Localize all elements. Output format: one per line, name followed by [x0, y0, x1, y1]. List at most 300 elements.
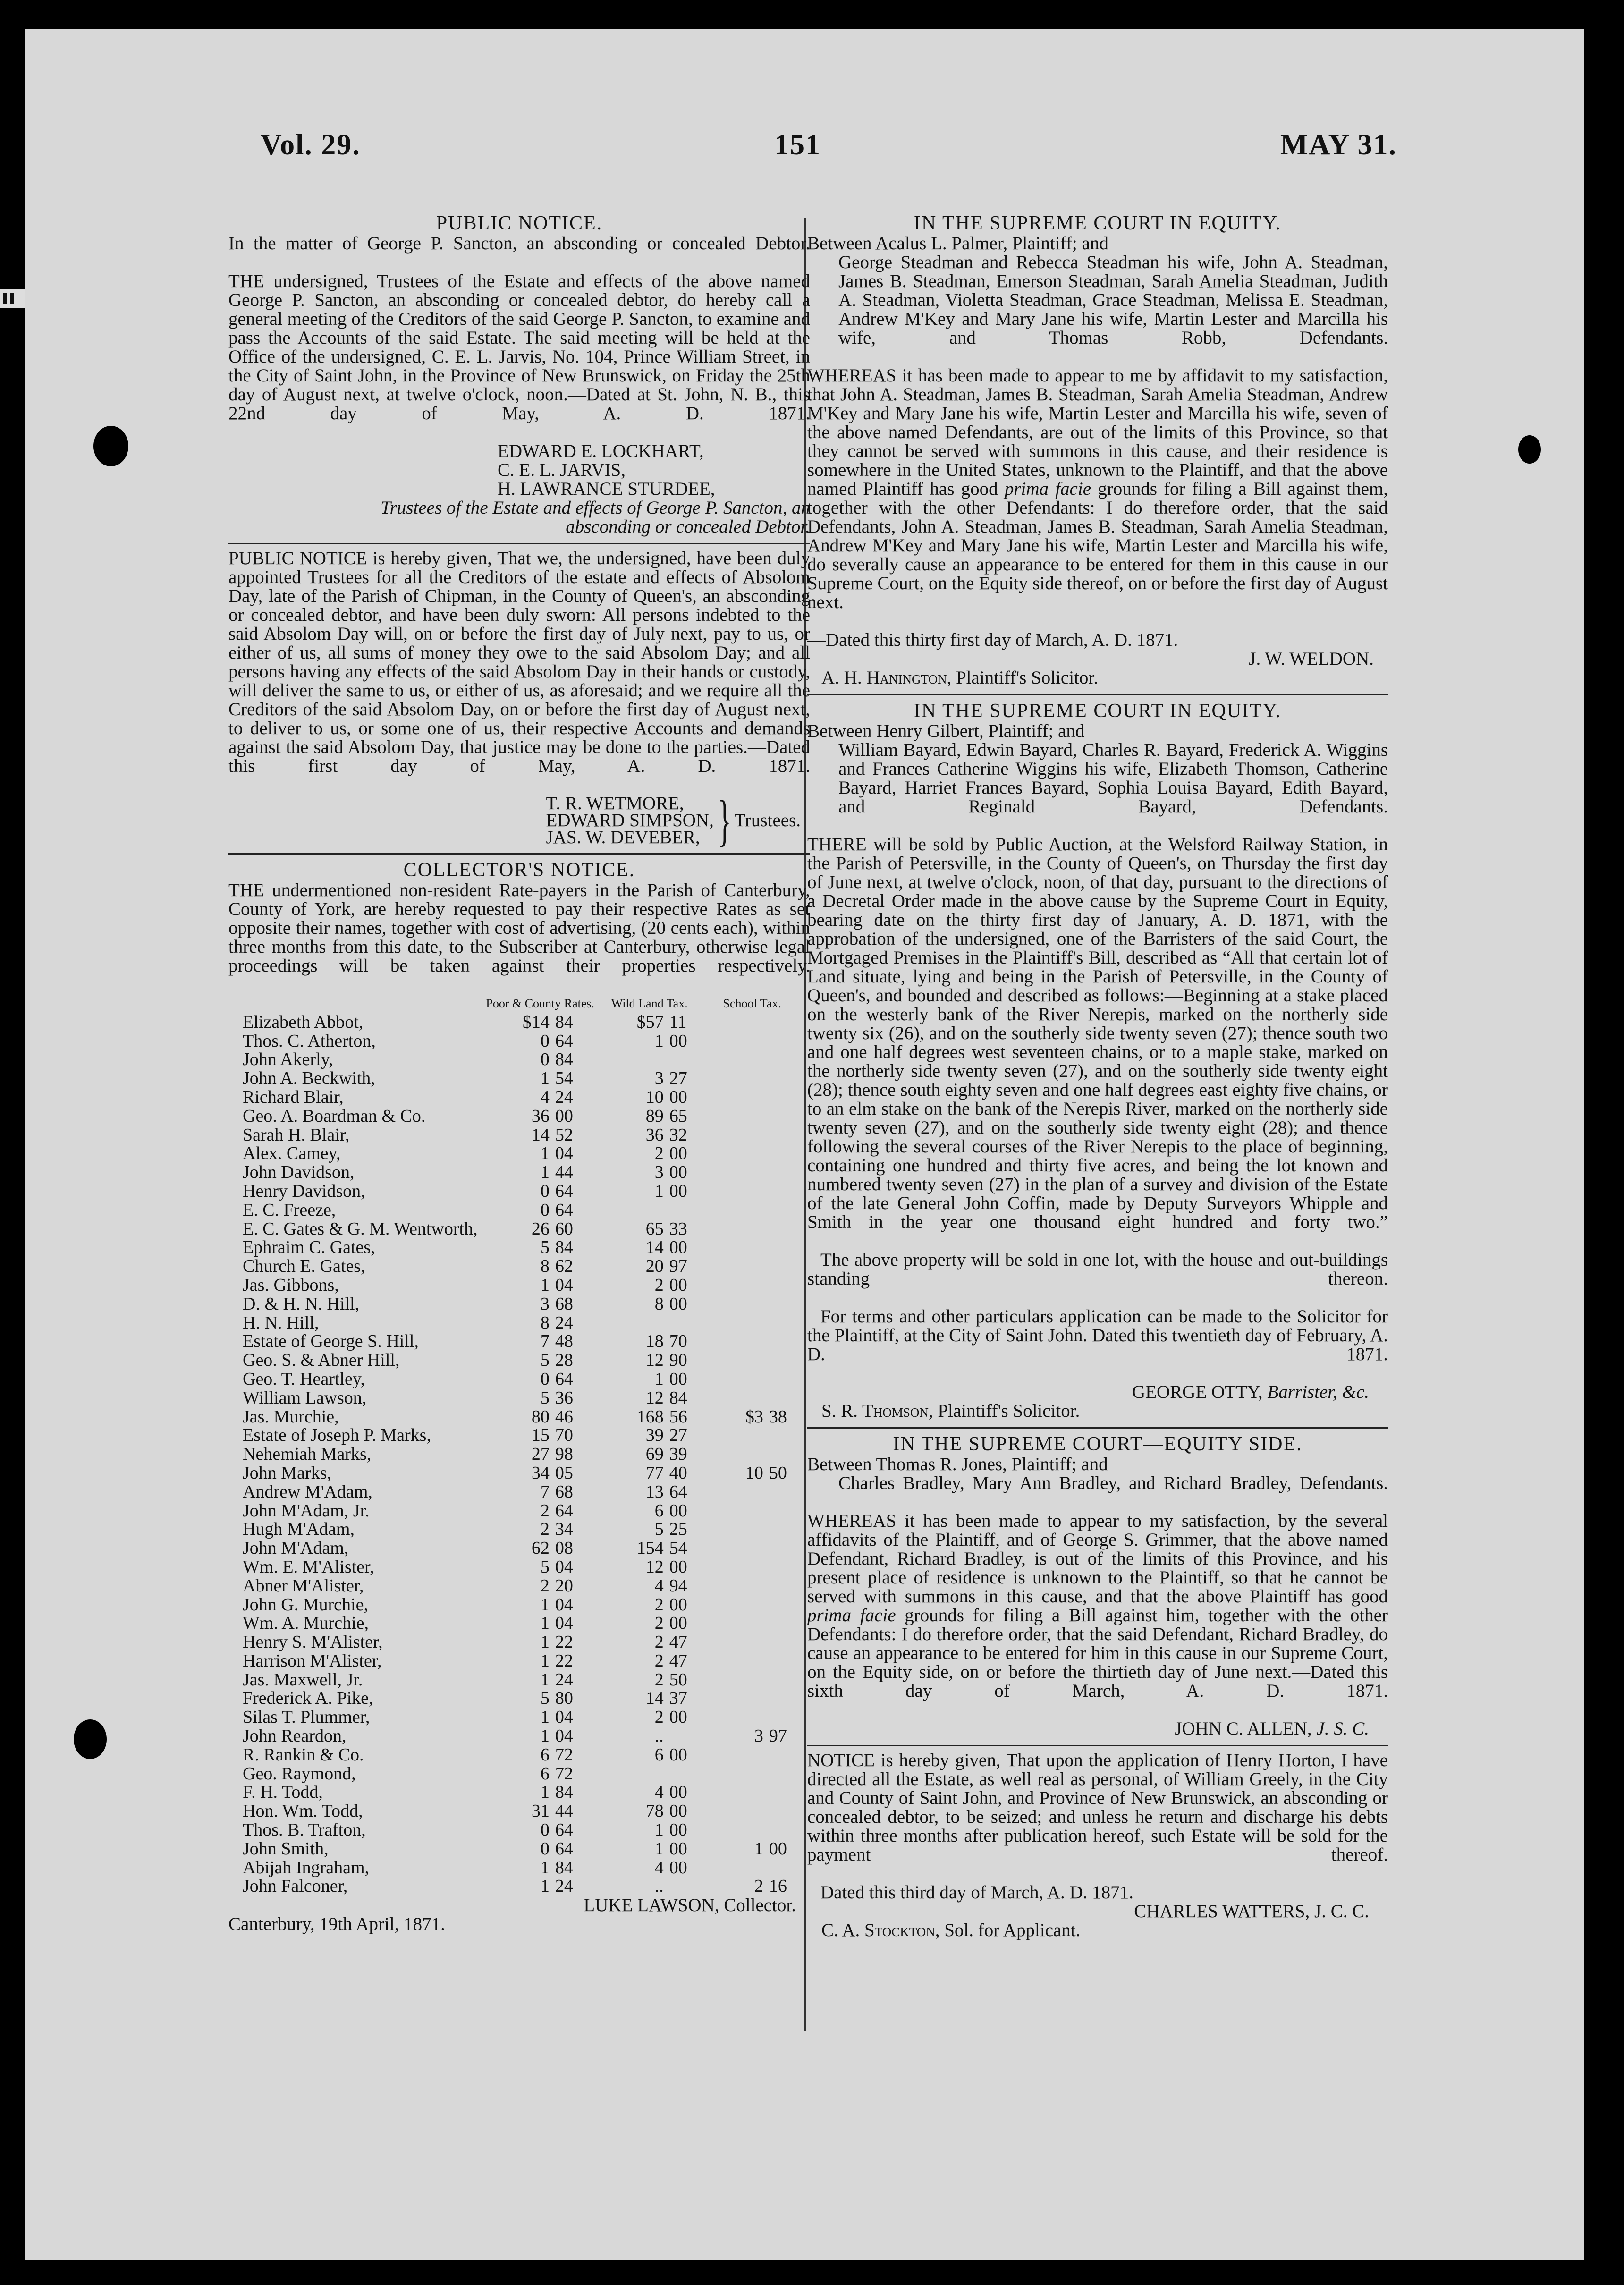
equity-notice-palmer: [807, 212, 1388, 687]
rate-amount: [704, 1502, 763, 1521]
rate-amount: 8: [540, 1256, 550, 1277]
solicitor-name: S. R. Thomson,: [821, 1401, 933, 1421]
rate-amount: 5: [540, 1388, 550, 1408]
rate-amount: 84: [555, 1237, 573, 1258]
rate-amount: 26: [531, 1219, 550, 1239]
rate-amount: [763, 1483, 800, 1502]
rate-amount: 5: [654, 1519, 664, 1540]
rate-amount: [763, 1802, 800, 1821]
rate-amount: 72: [555, 1763, 573, 1784]
table-row: [243, 1220, 800, 1239]
rate-amount: 44: [555, 1162, 573, 1183]
page-edge-mark: [0, 289, 25, 308]
column-header: School Tax.: [723, 997, 781, 1010]
rate-amount: 25: [669, 1519, 687, 1540]
ratepayer-name: John Reardon,: [243, 1726, 347, 1746]
rate-amount: 50: [769, 1463, 787, 1483]
table-row: [243, 1483, 800, 1502]
rate-amount: [594, 1201, 664, 1220]
rate-amount: 64: [555, 1031, 573, 1051]
rate-amount: [594, 1050, 664, 1069]
rate-amount: 1: [654, 1369, 664, 1389]
defendants-list: William Bayard, Edwin Bayard, Charles R. Bayard, Frederick A. Wiggins and Frances Catherine Wiggins his wife, Elizabeth Thomson, Catherine Bayard, Harriet Frances Bayard, Sophia Louisa Bayard, Edith Bayard, and Reginald Bayard, Defendants.: [838, 740, 1388, 817]
rate-amount: ..: [654, 1876, 664, 1896]
ratepayer-name: Geo. T. Heartley,: [243, 1369, 365, 1389]
ratepayer-name: John Akerly,: [243, 1049, 333, 1070]
table-row: [243, 1765, 800, 1784]
ratepayer-name: Geo. S. & Abner Hill,: [243, 1350, 400, 1371]
rate-amount: 04: [555, 1707, 573, 1727]
rate-amount: 2: [654, 1143, 664, 1164]
rate-amount: 84: [555, 1012, 573, 1032]
rate-amount: [664, 1877, 705, 1896]
rate-amount: 1: [654, 1181, 664, 1201]
section-rule: [807, 1745, 1388, 1746]
barrister-signature: [807, 1383, 1388, 1402]
rate-amount: 7: [540, 1331, 550, 1352]
page-number: 151: [774, 129, 821, 161]
section-rule: [807, 1427, 1388, 1429]
table-row: [243, 1633, 800, 1652]
rate-amount: 10: [645, 1087, 664, 1107]
rate-amount: [704, 1182, 763, 1201]
rate-amount: 1: [540, 1143, 550, 1164]
table-row: [243, 1426, 800, 1445]
rate-amount: 70: [555, 1425, 573, 1446]
ratepayer-name: Hon. Wm. Todd,: [243, 1801, 363, 1821]
rate-amount: 12: [645, 1557, 664, 1577]
notice-title: IN THE SUPREME COURT IN EQUITY.: [914, 212, 1282, 234]
rate-amount: [664, 1050, 705, 1069]
notice-matter: In the matter of George P. Sancton, an absconding or concealed Debtor.: [228, 233, 810, 254]
rate-amount: 64: [555, 1838, 573, 1859]
rate-amount: 0: [540, 1031, 550, 1051]
rate-amount: 47: [669, 1650, 687, 1671]
rate-amount: 48: [555, 1331, 573, 1352]
rate-amount: 2: [654, 1707, 664, 1727]
rate-amount: 22: [555, 1650, 573, 1671]
ratepayer-name: E. C. Gates & G. M. Wentworth,: [243, 1219, 478, 1239]
rate-amount: [763, 1370, 800, 1389]
notice-title: IN THE SUPREME COURT IN EQUITY.: [914, 700, 1282, 722]
rate-amount: 97: [769, 1726, 787, 1746]
rate-amount: 14: [645, 1237, 664, 1258]
rate-amount: 64: [555, 1369, 573, 1389]
table-row: [243, 1445, 800, 1464]
rate-amount: 64: [555, 1500, 573, 1521]
ratepayer-name: R. Rankin & Co.: [243, 1744, 364, 1765]
notice-body: PUBLIC NOTICE is hereby given, That we, the undersigned, have been duly appointed Trustees for all the Creditors of the estate and effects of Absolom Day, late of the Parish of Chipman, in the County of Queen's, an absconding or concealed debtor, and have been duly sworn: All persons indebted to the said Absolom Day will, on or before the first day of July next, pay to us, or either of us, all sums of money they owe to the said Absolom Day; and all persons having any effects of the said Absolom Day in their hands or custody, will deliver the same to us, or either of us, as aforesaid; and we require all the Creditors of the said Absolom Day, on or before the first day of August next, to deliver to us, or some one of us, their respective Accounts and demands against the said Absolom Day, that justice may be done to the parties.—Dated this first day of May, A. D. 1871.: [228, 548, 810, 776]
issue-date: MAY 31.: [1280, 129, 1397, 161]
rate-amount: 2: [754, 1876, 763, 1896]
rate-amount: 00: [669, 1707, 687, 1727]
rate-amount: 54: [555, 1068, 573, 1089]
rate-amount: 1: [540, 1707, 550, 1727]
rate-amount: 62: [555, 1256, 573, 1277]
rate-amount: [763, 1671, 800, 1690]
rate-amount: 80: [555, 1688, 573, 1709]
rates-table: [243, 994, 800, 1896]
rate-amount: $14: [522, 1012, 550, 1032]
rate-amount: 00: [669, 1857, 687, 1878]
dateline: Dated this third day of March, A. D. 1871.: [820, 1882, 1133, 1903]
signatory: JOHN C. ALLEN,: [1175, 1718, 1312, 1739]
table-row: [243, 1652, 800, 1671]
rate-amount: [763, 1708, 800, 1727]
rate-amount: 00: [669, 1744, 687, 1765]
rate-amount: 2: [540, 1500, 550, 1521]
notice-body: THERE will be sold by Public Auction, at the Welsford Railway Station, in the Parish of Petersville, in the County of Queen's, on Thursday the first day of June next, at twelve o'clock, noon, of that day, pursuant to the directions of a Decretal Order made in the above cause by the Supreme Court in Equity, bearing date on the thirty first day of January, A. D. 1871, with the approbation of the undersigned, one of the Barristers of the said Court, the Mortgaged Premises in the Plaintiff's Bill, described as “All that certain lot of Land situate, lying and being in the Parish of Petersville, in the County of Queen's, and bounded and described as follows:—Beginning at a stake placed on the westerly bank of the River Nerepis, marked on the northerly side twenty six (26), and on the southerly side twenty seven (27); thence south two and one half degrees west seventeen chains, or to a maple stake, marked on the northerly side twenty seven (27), and on the southerly side twenty eight (28); thence south eighty seven and one half degrees east eighty five chains, or to an elm stake on the bank of the Nerepis River, marked on the northerly side twenty seven (27), and on the southerly side twenty eight (28); and thence following the several courses of the River Nerepis to the place of beginning, containing one hundred and thirty five acres, and being the lot known and numbered twenty seven (27) in the plan of a survey and division of the Estate of the late General John Coffin, made by Deputy Surveyors Whipple and Smith in the year one thousand eight hundred and forty two.”: [807, 834, 1388, 1232]
rate-amount: 00: [669, 1801, 687, 1821]
rate-amount: 27: [669, 1068, 687, 1089]
rate-amount: [704, 1389, 763, 1408]
rate-amount: 89: [645, 1106, 664, 1126]
rate-amount: 168: [636, 1406, 664, 1427]
rate-amount: 00: [669, 1557, 687, 1577]
table-row: [243, 1877, 800, 1896]
rate-amount: [763, 1013, 800, 1032]
rate-amount: [704, 1821, 763, 1840]
rate-amount: 16: [769, 1876, 787, 1896]
rate-amount: 4: [540, 1087, 550, 1107]
rate-amount: 22: [555, 1632, 573, 1652]
table-row: [243, 1708, 800, 1727]
rate-amount: 1: [654, 1031, 664, 1051]
rate-amount: 0: [540, 1200, 550, 1220]
rate-amount: 154: [636, 1538, 664, 1558]
rate-amount: 62: [531, 1538, 550, 1558]
table-row: [243, 1314, 800, 1333]
ratepayer-name: Henry S. M'Alister,: [243, 1632, 383, 1652]
defendants-list: Charles Bradley, Mary Ann Bradley, and Richard Bradley, Defendants.: [838, 1473, 1388, 1493]
rate-amount: 34: [555, 1519, 573, 1540]
between-line: Between Thomas R. Jones, Plaintiff; and: [807, 1454, 1108, 1474]
rate-amount: 04: [555, 1275, 573, 1295]
ratepayer-name: Jas. Gibbons,: [243, 1275, 339, 1295]
table-row: [243, 1163, 800, 1182]
rate-amount: 24: [555, 1876, 573, 1896]
rate-amount: [704, 1765, 763, 1784]
notice-body: THE undermentioned non-resident Rate-payers in the Parish of Canterbury, County of York, are hereby requested to pay their respective Rates as set opposite their names, together with cost of advertising, (20 cents each), within three months from this date, to the Subscriber at Canterbury, otherwise legal proceedings will be taken against their properties respectively.: [228, 880, 810, 976]
rate-amount: [763, 1596, 800, 1615]
rate-amount: 1: [540, 1726, 550, 1746]
ratepayer-name: Frederick A. Pike,: [243, 1688, 373, 1709]
table-row: [243, 1295, 800, 1314]
public-notice-sancton: [228, 212, 810, 536]
rate-amount: 6: [654, 1744, 664, 1765]
table-row: [243, 1201, 800, 1220]
between-line: Between Acalus L. Palmer, Plaintiff; and: [807, 233, 1108, 254]
rate-amount: 04: [555, 1557, 573, 1577]
rate-amount: [763, 1107, 800, 1126]
rate-amount: 68: [555, 1481, 573, 1502]
signatory-role: Barrister, &c.: [1267, 1382, 1369, 1402]
rate-amount: [704, 1370, 763, 1389]
rate-amount: 24: [555, 1087, 573, 1107]
rate-amount: 00: [669, 1181, 687, 1201]
table-row: [243, 1351, 800, 1370]
rate-amount: [704, 1802, 763, 1821]
rate-amount: [763, 1426, 800, 1445]
notice-title: IN THE SUPREME COURT—EQUITY SIDE.: [893, 1433, 1303, 1455]
rate-amount: 1: [540, 1782, 550, 1803]
signatory-role: Trustees of the Estate and effects of George P. Sancton, an absconding or concealed Debtor.: [381, 498, 810, 537]
signatory-role: J. S. C.: [1316, 1718, 1369, 1739]
rate-amount: 1: [654, 1838, 664, 1859]
table-row: [243, 1840, 800, 1859]
ratepayer-name: D. & H. N. Hill,: [243, 1294, 359, 1314]
table-row: [243, 1126, 800, 1145]
rate-amount: 78: [645, 1801, 664, 1821]
rate-amount: [763, 1389, 800, 1408]
rate-amount: [763, 1032, 800, 1051]
rate-amount: 94: [669, 1575, 687, 1596]
table-row: [243, 1746, 800, 1765]
rate-amount: 37: [669, 1688, 687, 1709]
table-row: [243, 1257, 800, 1276]
rate-amount: 27: [669, 1425, 687, 1446]
rate-amount: 31: [531, 1801, 550, 1821]
rate-amount: 14: [531, 1125, 550, 1145]
rate-amount: [704, 1238, 763, 1257]
rate-amount: [763, 1201, 800, 1220]
table-row: [243, 1859, 800, 1878]
solicitor-role: Plaintiff's Solicitor.: [956, 668, 1098, 688]
rate-amount: $3: [745, 1406, 763, 1427]
rate-amount: 2: [654, 1275, 664, 1295]
notice-greely: [807, 1751, 1388, 1940]
rate-amount: 2: [654, 1669, 664, 1690]
rate-amount: 20: [555, 1575, 573, 1596]
rate-amount: 90: [669, 1350, 687, 1371]
rate-amount: 4: [654, 1782, 664, 1803]
ratepayer-name: Estate of Joseph P. Marks,: [243, 1425, 431, 1446]
table-row: [243, 1783, 800, 1802]
rate-amount: 27: [531, 1444, 550, 1464]
rate-amount: 1: [540, 1876, 550, 1896]
rate-amount: [763, 1126, 800, 1145]
notice-body: [807, 1512, 1388, 1719]
table-row: [243, 1389, 800, 1408]
rate-amount: 04: [555, 1143, 573, 1164]
rate-amount: [763, 1332, 800, 1351]
table-row: [243, 1276, 800, 1295]
rate-amount: 13: [645, 1481, 664, 1502]
rate-amount: [704, 1295, 763, 1314]
ratepayer-name: Church E. Gates,: [243, 1256, 365, 1277]
punch-hole-bottom: [74, 1719, 107, 1759]
between-line: Between Henry Gilbert, Plaintiff; and: [807, 721, 1085, 741]
table-row: [243, 1577, 800, 1596]
rate-amount: 00: [555, 1106, 573, 1126]
ratepayer-name: Sarah H. Blair,: [243, 1125, 350, 1145]
rate-amount: [763, 1445, 800, 1464]
rate-amount: [763, 1633, 800, 1652]
rate-amount: [704, 1032, 763, 1051]
rate-amount: 5: [540, 1237, 550, 1258]
ratepayer-name: Jas. Murchie,: [243, 1406, 339, 1427]
rate-amount: 00: [669, 1031, 687, 1051]
rate-amount: 54: [669, 1538, 687, 1558]
solicitor-name: A. H. Hanington,: [821, 668, 952, 688]
rate-amount: [704, 1520, 763, 1539]
rate-amount: 52: [555, 1125, 573, 1145]
punch-hole-right: [1518, 435, 1541, 464]
table-row: [243, 1596, 800, 1615]
rate-amount: 2: [654, 1613, 664, 1633]
table-row: [243, 1520, 800, 1539]
rate-amount: [704, 1257, 763, 1276]
signatory: JAS. W. DEVEBER,: [546, 827, 700, 847]
rate-amount: 00: [669, 1594, 687, 1615]
rate-amount: 1: [540, 1613, 550, 1633]
rate-amount: 47: [669, 1632, 687, 1652]
rate-amount: [763, 1502, 800, 1521]
rate-amount: [763, 1220, 800, 1239]
rate-amount: [704, 1783, 763, 1802]
body-italic: prima facie: [1004, 479, 1091, 499]
rate-amount: [704, 1859, 763, 1878]
ratepayer-name: Henry Davidson,: [243, 1181, 365, 1201]
brace: }: [718, 789, 732, 852]
solicitor-line: [807, 1402, 1388, 1421]
rate-amount: 38: [769, 1406, 787, 1427]
rate-amount: [763, 1088, 800, 1107]
rate-amount: 39: [669, 1444, 687, 1464]
notice-title: COLLECTOR'S NOTICE.: [403, 859, 635, 881]
rate-amount: 2: [540, 1519, 550, 1540]
rate-amount: [763, 1276, 800, 1295]
table-row: [243, 1821, 800, 1840]
ratepayer-name: Andrew M'Adam,: [243, 1481, 372, 1502]
table-row: [243, 1502, 800, 1521]
rate-amount: 18: [645, 1331, 664, 1352]
rate-amount: 2: [654, 1632, 664, 1652]
rate-amount: [763, 1859, 800, 1878]
rate-amount: 39: [645, 1425, 664, 1446]
table-row: [243, 1727, 800, 1746]
rate-amount: [704, 1539, 763, 1558]
rate-amount: 12: [645, 1350, 664, 1371]
rate-amount: 08: [555, 1538, 573, 1558]
rate-amount: 6: [540, 1744, 550, 1765]
rate-amount: 0: [540, 1181, 550, 1201]
rate-amount: [763, 1069, 800, 1088]
rate-amount: 04: [555, 1594, 573, 1615]
rate-amount: [664, 1201, 705, 1220]
rate-amount: 70: [669, 1331, 687, 1352]
rate-amount: 97: [669, 1256, 687, 1277]
ratepayer-name: John M'Adam,: [243, 1538, 349, 1558]
rate-amount: [594, 1765, 664, 1784]
rate-amount: 24: [555, 1312, 573, 1333]
ratepayer-name: Thos. C. Atherton,: [243, 1031, 376, 1051]
rate-amount: [594, 1314, 664, 1333]
rate-amount: [763, 1652, 800, 1671]
table-row: [243, 1013, 800, 1032]
rate-amount: 0: [540, 1369, 550, 1389]
rate-amount: 7: [540, 1481, 550, 1502]
public-notice-absolom-day: [228, 548, 810, 852]
rate-amount: 0: [540, 1838, 550, 1859]
rate-amount: 77: [645, 1463, 664, 1483]
rate-amount: [704, 1088, 763, 1107]
rate-amount: 14: [645, 1688, 664, 1709]
signatory-role: Trustees.: [734, 810, 801, 830]
rate-amount: 44: [555, 1801, 573, 1821]
rate-amount: [704, 1107, 763, 1126]
trustee-signatures: [228, 789, 810, 852]
ratepayer-name: Hugh M'Adam,: [243, 1519, 355, 1540]
ratepayer-name: John A. Beckwith,: [243, 1068, 375, 1089]
table-row: [243, 1558, 800, 1577]
section-rule: [228, 853, 810, 855]
rate-amount: 00: [669, 1275, 687, 1295]
equity-notice-gilbert: [807, 700, 1388, 1421]
rate-amount: 64: [555, 1200, 573, 1220]
rate-amount: 5: [540, 1688, 550, 1709]
table-row: [243, 1464, 800, 1483]
signatory: GEORGE OTTY,: [1132, 1382, 1263, 1402]
rate-amount: 69: [645, 1444, 664, 1464]
ratepayer-name: Elizabeth Abbot,: [243, 1012, 364, 1032]
rate-amount: [763, 1746, 800, 1765]
body-text: grounds for filing a Bill against him, together with the other Defendants: I do therefore order, that the said Defendant, Richard Bradley, do cause an appearance to be entered for him in this cause in our Supreme Court, on the Equity side, on or before the thirtieth day of June next.—Dated this sixth day of March, A. D. 1871.: [807, 1605, 1388, 1701]
rate-amount: 1: [654, 1820, 664, 1840]
ratepayer-name: John M'Adam, Jr.: [243, 1500, 370, 1521]
rate-amount: 84: [555, 1782, 573, 1803]
rate-amount: 6: [654, 1500, 664, 1521]
rate-amount: 65: [645, 1219, 664, 1239]
column-header: Poor & County Rates.: [486, 997, 595, 1010]
table-row: [243, 1689, 800, 1708]
rate-amount: 36: [555, 1388, 573, 1408]
rate-amount: 24: [555, 1669, 573, 1690]
table-row: [243, 1182, 800, 1201]
ratepayer-name: Estate of George S. Hill,: [243, 1331, 419, 1352]
ratepayer-name: Alex. Camey,: [243, 1143, 341, 1164]
notice-title: PUBLIC NOTICE.: [436, 212, 603, 234]
rate-amount: 00: [769, 1838, 787, 1859]
rate-amount: 4: [654, 1857, 664, 1878]
rate-amount: [704, 1633, 763, 1652]
ratepayer-name: Nehemiah Marks,: [243, 1444, 372, 1464]
rate-amount: [704, 1314, 763, 1333]
rate-amount: 1: [754, 1838, 763, 1859]
rate-amount: [704, 1689, 763, 1708]
rate-amount: 3: [540, 1294, 550, 1314]
rate-amount: 00: [669, 1143, 687, 1164]
rate-amount: 00: [669, 1087, 687, 1107]
rate-amount: 3: [654, 1162, 664, 1183]
rate-amount: [664, 1765, 705, 1784]
body-text: grounds for filing a Bill against them, together with the other Defendants: I do therefore order, that the said Defendants, John A. Steadman, James B. Steadman, Sarah Amelia Steadman, Andrew M'Key and Mary Jane his wife, Martin Lester and Marcilla his wife, do severally cause an appearance to be entered for them in this cause in our Supreme Court, on the Equity side thereof, on or before the first day of August next.: [807, 479, 1388, 612]
rate-amount: 36: [531, 1106, 550, 1126]
rate-amount: 1: [540, 1594, 550, 1615]
signatory: T. R. WETMORE,: [546, 793, 684, 813]
rate-amount: 00: [669, 1294, 687, 1314]
ratepayer-name: Richard Blair,: [243, 1087, 344, 1107]
table-row: [243, 1144, 800, 1163]
rate-amount: 1: [540, 1275, 550, 1295]
rate-amount: [704, 1163, 763, 1182]
rate-amount: 04: [555, 1613, 573, 1633]
rate-amount: 1: [540, 1650, 550, 1671]
ratepayer-name: Harrison M'Alister,: [243, 1650, 382, 1671]
solicitor-line: [807, 669, 1388, 687]
table-row: [243, 1332, 800, 1351]
rate-amount: 00: [669, 1838, 687, 1859]
